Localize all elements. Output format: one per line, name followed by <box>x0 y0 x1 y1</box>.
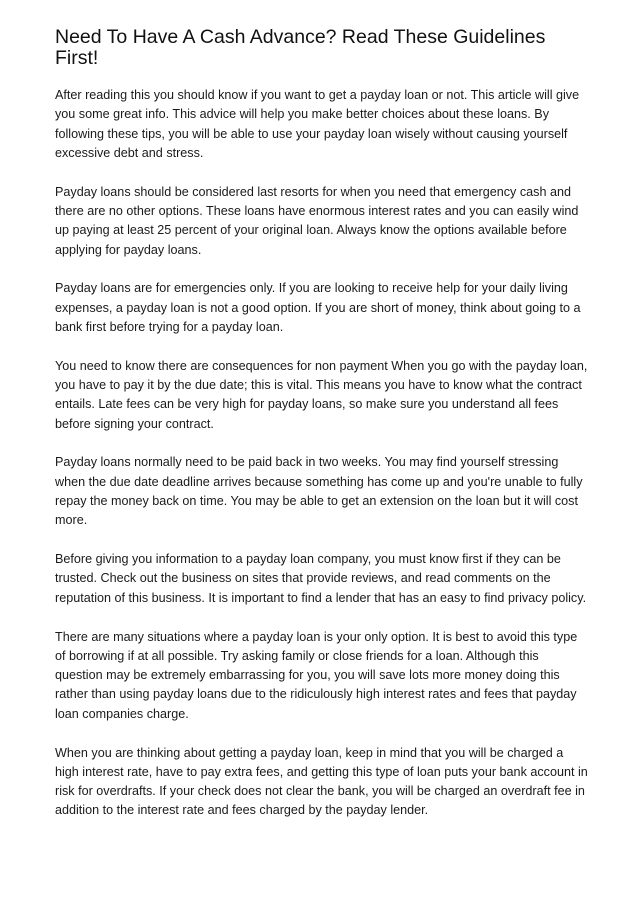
paragraph-2: Payday loans should be considered last resorts for when you need that emergency cash and there are no other options. These loans have enormous interest rates and you can easily wind up paying at least 25 percent of your original loan. Always know the options available before applying for payday loans. <box>55 184 579 257</box>
page-title: Need To Have A Cash Advance? Read These Guidelines First! <box>55 26 546 69</box>
paragraph-7: There are many situations where a payday loan is your only option. It is best to avoid this type of borrowing if at all possible. Try asking family or close friends for a loan. Although this question may be extremely embarrassing for you, you will save lots more money doing this rather than using payday loans due to the ridiculously high interest rates and fees that payday loan companies charge. <box>55 629 578 721</box>
paragraph-4: You need to know there are consequences for non payment When you go with the payday loan, you have to pay it by the due date; this is vital. This means you have to know what the contract entails. Late fees can be very high for payday loans, so make sure you understand all fees before signing your contract. <box>55 358 588 431</box>
paragraph-8: When you are thinking about getting a payday loan, keep in mind that you will be charged a high interest rate, have to pay extra fees, and getting this type of loan puts your bank account in risk for overdrafts. If your check does not clear the bank, you will be charged an overdraft fee in addition to the interest rate and fees charged by the payday lender. <box>55 745 588 818</box>
paragraph-1: After reading this you should know if you want to get a payday loan or not. This article will give you some great info. This advice will help you make better choices about these loans. By following these tips, you will be able to use your payday loan wisely without causing yourself excessive debt and stress. <box>55 88 580 160</box>
paragraph-5: Payday loans normally need to be paid back in two weeks. You may find yourself stressing when the due date deadline arrives because something has come up and you're unable to fully repay the money back on time. You may be able to get an extension on the loan but it will cost more. <box>55 455 583 528</box>
document-page <box>55 27 589 840</box>
paragraph-6: Before giving you information to a payday loan company, you must know first if they can be trusted. Check out the business on sites that provide reviews, and read comments on the reputation of this business. It is important to find a lender that has an easy to find privacy policy. <box>55 552 587 605</box>
paragraph-3: Payday loans are for emergencies only. If you are looking to receive help for your daily living expenses, a payday loan is not a good option. If you are short of money, think about going to a bank first before trying for a payday loan. <box>55 281 581 334</box>
